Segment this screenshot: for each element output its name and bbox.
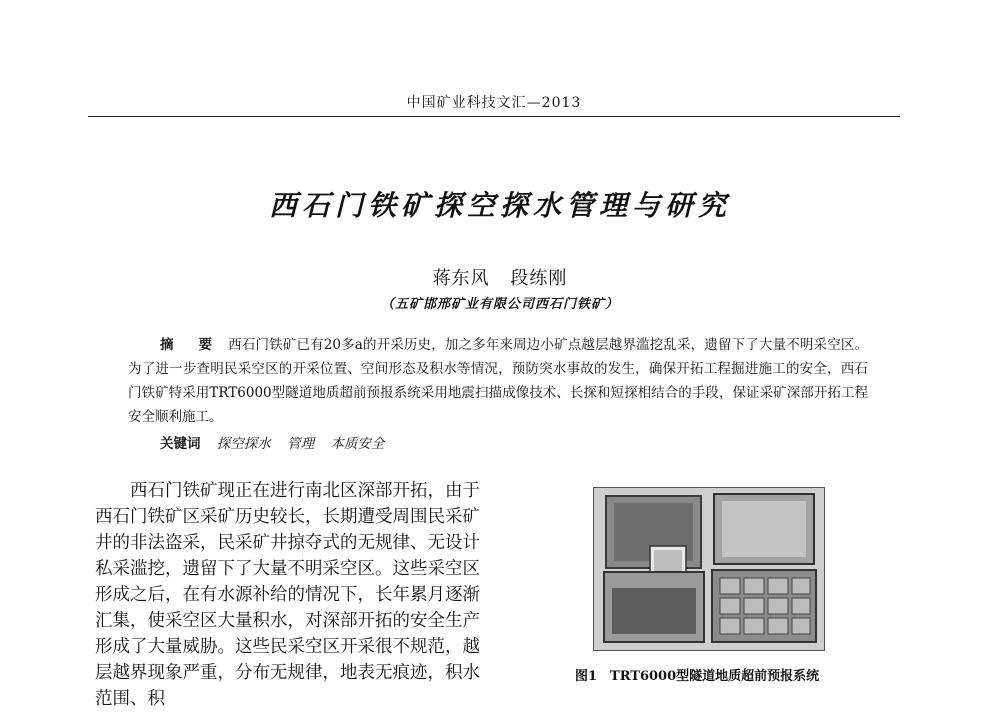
running-header: 中国矿业科技文汇—2013 [406,95,582,111]
figure-photo [593,487,825,651]
affiliation: （五矿邯邢矿业有限公司西石门铁矿） [380,297,619,312]
article-title: 西石门铁矿探空探水管理与研究 [268,189,731,222]
keywords-label: 关键词 [160,436,201,452]
equipment-photo-illustration [594,488,824,650]
abstract-label: 摘 要 [160,337,223,353]
header-rule [88,116,900,117]
abstract-text: 西石门铁矿已有20多a的开采历史，加之多年来周边小矿点越层越界滥挖乱采，遗留下了大量不明采空区。为了进一步查明民采空区的开采位置、空间形态及积水等情况，预防突水事故的发生，确保开拓工程掘进施工的安全，西石门铁矿特采用TRT6000型隧道地质超前预报系统采用地震扫描成像技术、长探和短探相结合的手段，保证采矿深部开拓工程安全顺利施工。 [128,337,868,425]
figure-caption: 图1 TRT6000型隧道地质超前预报系统 [575,669,820,684]
abstract [128,333,868,429]
keywords [160,432,860,452]
body-paragraph: 西石门铁矿现正在进行南北区深部开拓，由于西石门铁矿区采矿历史较长，长期遭受周围民采矿井的非法盗采，民采矿井掠夺式的无规律、无设计私采滥挖，遗留下了大量不明采空区。这些采空区形成之后，在有水源补给的情况下，长年累月逐渐汇集，使采空区大量积水，对深部开拓的安全生产形成了大量威胁。这些民采空区开采很不规范，越层越界现象严重，分布无规律，地表无痕迹，积水范围、积 [95,481,480,709]
authors: 蒋东风 段练刚 [432,268,568,289]
keywords-values: 探空探水 管理 本质安全 [216,436,385,452]
